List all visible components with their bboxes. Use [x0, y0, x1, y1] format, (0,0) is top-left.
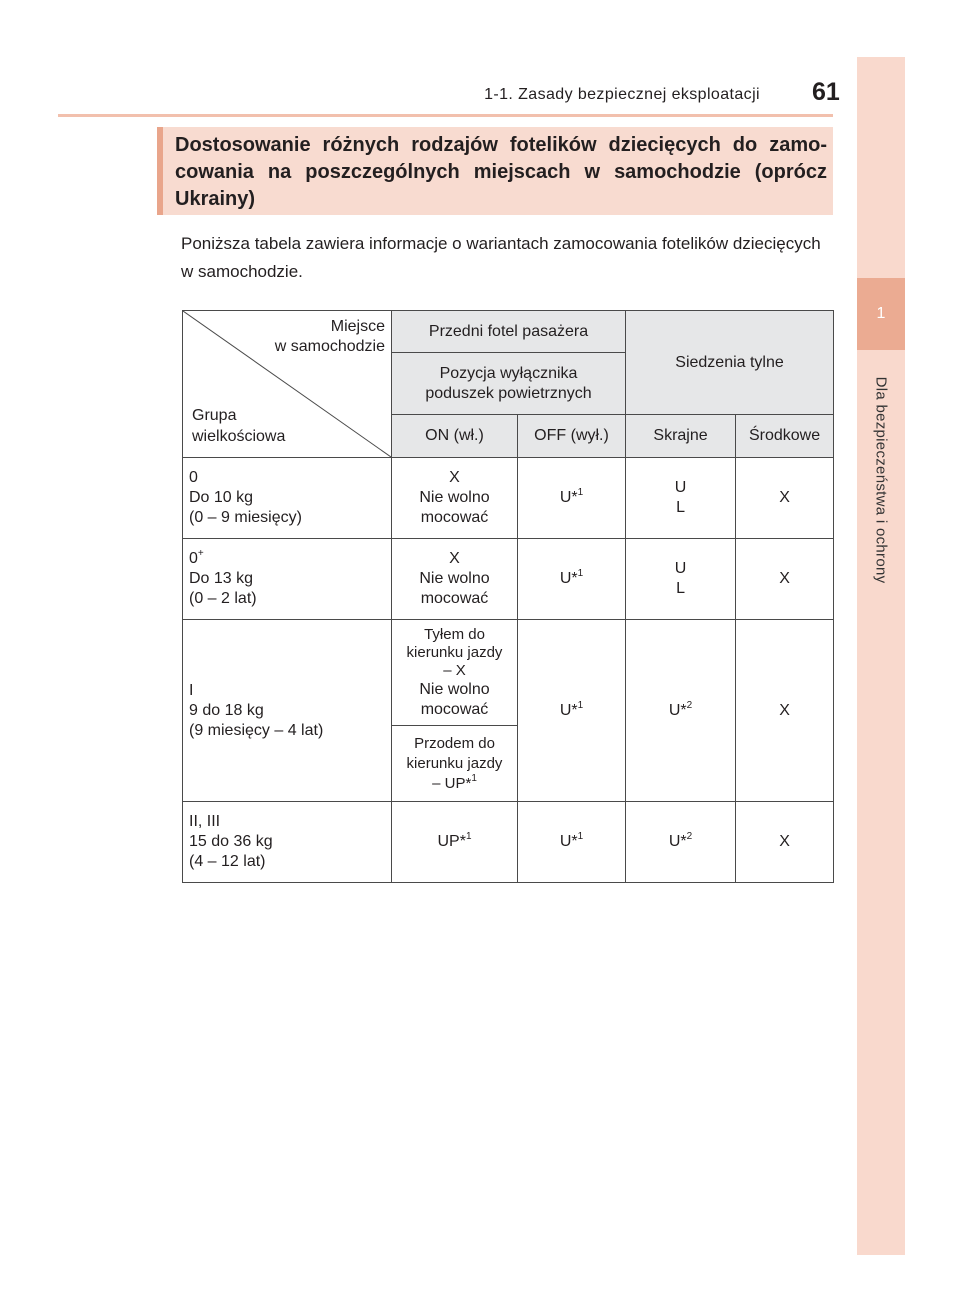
off-cell: U*$^1$	[518, 802, 626, 883]
airbag-switch-header: Pozycja wyłącznika poduszek powietrznych	[392, 353, 626, 415]
on-front-facing-cell: Przodem do kierunku jazdy – UP*$^1$	[392, 726, 518, 802]
group-cell: I 9 do 18 kg (9 miesięcy – 4 lat)	[183, 620, 392, 802]
table-row	[183, 620, 834, 726]
chapter-number-tab: 1	[857, 278, 905, 350]
outer-cell: U L	[626, 539, 736, 620]
corner-group-label: Grupa wielkościowa	[192, 407, 286, 445]
on-rear-facing-cell: Tyłem do kierunku jazdy – X Nie wolno mocować	[392, 620, 518, 726]
col-center-header: Środkowe	[736, 415, 834, 458]
off-cell: U*$^1$	[518, 620, 626, 802]
col-outer-header: Skrajne	[626, 415, 736, 458]
child-seat-table	[182, 310, 834, 883]
on-cell: X Nie wolno mocować	[392, 458, 518, 539]
page-number: 61	[812, 78, 840, 106]
outer-cell: U*$^2$	[626, 620, 736, 802]
section-heading: Dostosowanie różnych rodzajów fotelików dziecięcych do zamo-cowania na poszczególnych miejscach w samochodzie (oprócz Ukrainy)	[175, 134, 827, 210]
center-cell: X	[736, 802, 834, 883]
outer-cell: U*$^2$	[626, 802, 736, 883]
col-on-header: ON (wł.)	[392, 415, 518, 458]
header-divider	[58, 114, 833, 117]
off-cell: U*$^1$	[518, 458, 626, 539]
corner-seat-label: Miejsce w samochodzie	[274, 318, 385, 355]
section-heading-accent	[157, 127, 163, 215]
on-cell: UP*$^1$	[392, 802, 518, 883]
center-cell: X	[736, 539, 834, 620]
col-off-header: OFF (wył.)	[518, 415, 626, 458]
off-cell: U*$^1$	[518, 539, 626, 620]
table-row	[183, 539, 834, 620]
front-seat-header: Przedni fotel pasażera	[392, 311, 626, 353]
table-row	[183, 802, 834, 883]
table-corner-cell	[183, 311, 392, 458]
group-cell: II, III 15 do 36 kg (4 – 12 lat)	[183, 802, 392, 883]
center-cell: X	[736, 620, 834, 802]
on-cell: X Nie wolno mocować	[392, 539, 518, 620]
center-cell: X	[736, 458, 834, 539]
outer-cell: U L	[626, 458, 736, 539]
chapter-label: Dla bezpieczeństwa i ochrony	[872, 376, 890, 584]
rear-seats-header: Siedzenia tylne	[626, 311, 834, 415]
table-row	[183, 458, 834, 539]
group-cell: 0 Do 10 kg (0 – 9 miesięcy)	[183, 458, 392, 539]
group-cell: 0+ Do 13 kg (0 – 2 lat)	[183, 539, 392, 620]
running-header: 1-1. Zasady bezpiecznej eksploatacji	[484, 86, 760, 103]
intro-paragraph: Poniższa tabela zawiera informacje o wariantach zamocowania fotelików dziecięcych w samochodzie.	[181, 234, 821, 281]
side-tab-strip	[857, 57, 905, 1255]
